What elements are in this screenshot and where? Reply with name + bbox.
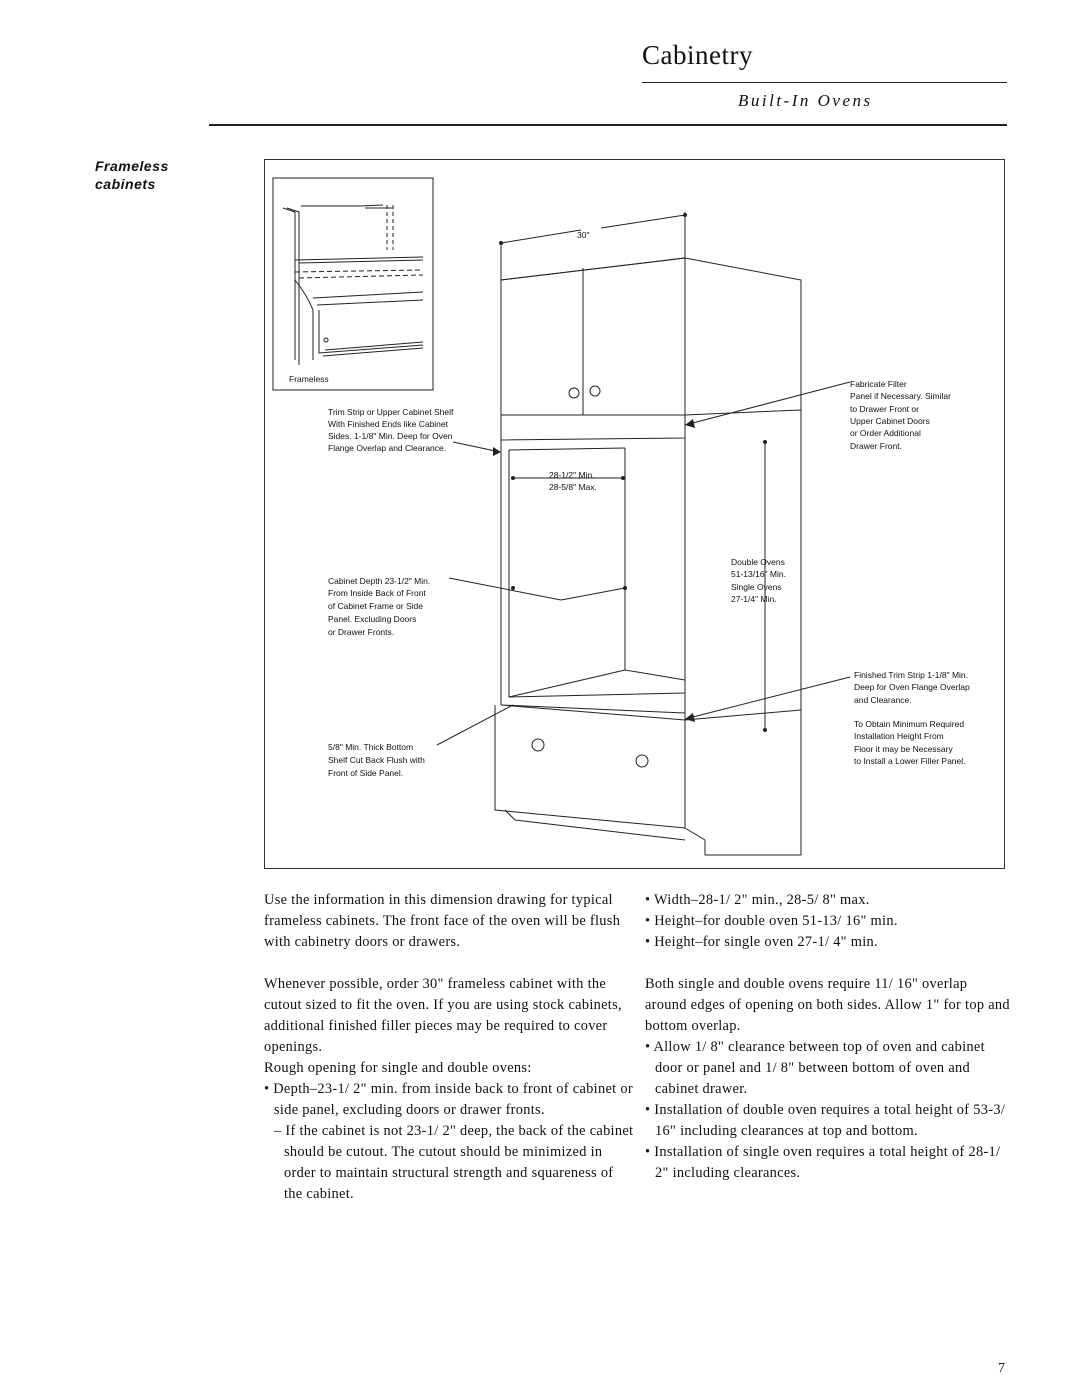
filler-line2: Panel if Necessary. Similar [850,391,951,401]
finished-trim-line1: Finished Trim Strip 1-1/8" Min. [854,670,969,680]
trim-strip-line4: Flange Overlap and Clearance. [328,443,447,453]
section-label-line2: cabinets [95,176,156,192]
page-subtitle: Built-In Ovens [738,91,873,110]
diagram-svg [265,160,1006,870]
cabinet-depth-line4: Panel. Excluding Doors [328,614,417,624]
width-bullet: • Width–28-1/ 2" min., 28-5/ 8" max. [645,892,870,908]
intro-paragraph: Use the information in this dimension drawing for typical frameless cabinets. The front face of the oven will be flush with cabinetry doors or drawers. [264,892,621,950]
cutout-note: – If the cabinet is not 23-1/ 2" deep, the back of the cabinet should be cutout. The cutout should be minimized in order to maintain structural strength and squareness of the cabinet. [274,1123,634,1202]
cabinet-depth-line3: of Cabinet Frame or Side [328,601,423,611]
cabinet-depth-line1: Cabinet Depth 23-1/2" Min. [328,576,431,586]
page-number: 7 [998,1361,1005,1376]
bottom-shelf-line3: Front of Side Panel. [328,768,404,778]
heights-single-label: Single Ovens [731,582,782,592]
double-total-bullet: • Installation of double oven requires a total height of 53-3/ 16" including clearances at top and bottom. [645,1102,1006,1139]
bottom-shelf-line2: Shelf Cut Back Flush with [328,755,425,765]
left-column [264,890,634,1205]
cabinet-depth-line2: From Inside Back of Front [328,588,426,598]
opening-width-min: 28-1/2" Min. [549,470,595,480]
filler-line4: Upper Cabinet Doors [850,416,930,426]
trim-strip-line2: With Finished Ends like Cabinet [328,419,449,429]
right-column [645,890,1010,1184]
section-label [95,157,169,193]
install-height-line1: To Obtain Minimum Required [854,719,965,729]
finished-trim-line3: and Clearance. [854,695,912,705]
page-title: Cabinetry [642,40,753,70]
heights-double-label: Double Ovens [731,557,785,567]
rough-opening-paragraph: Rough opening for single and double ovens: [264,1060,532,1076]
cabinet-depth-line5: or Drawer Fronts. [328,627,395,637]
inset-cabinet-sketch [283,205,423,365]
trim-strip-line1: Trim Strip or Upper Cabinet Shelf [328,407,454,417]
heights-double-value: 51-13/16" Min. [731,569,786,579]
heights-single-value: 27-1/4" Min. [731,594,777,604]
width-dim-label: 30" [577,230,590,240]
install-height-line3: Floor it may be Necessary [854,744,953,754]
install-height-line4: to Install a Lower Filler Panel. [854,756,966,766]
filler-line6: Drawer Front. [850,441,902,451]
order-paragraph: Whenever possible, order 30" frameless cabinet with the cutout sized to fit the oven. If you are using stock cabinets, additional finished filler pieces may be required to cover openings. [264,976,622,1055]
double-height-bullet: • Height–for double oven 51-13/ 16" min. [645,913,898,929]
single-height-bullet: • Height–for single oven 27-1/ 4" min. [645,934,878,950]
filler-line1: Fabricate Filter [850,379,907,389]
bottom-shelf-line1: 5/8" Min. Thick Bottom [328,742,414,752]
finished-trim-line2: Deep for Oven Flange Overlap [854,682,970,692]
section-label-line1: Frameless [95,158,169,174]
cabinet-dimension-diagram [264,159,1005,869]
title-rule [642,82,1007,83]
clearance-bullet: • Allow 1/ 8" clearance between top of oven and cabinet door or panel and 1/ 8" between bottom of oven and cabinet drawer. [645,1039,985,1097]
overlap-paragraph: Both single and double ovens require 11/ 16" overlap around edges of opening on both sides. Allow 1" for top and bottom overlap. [645,976,1010,1034]
inset-box [273,178,433,390]
single-total-bullet: • Installation of single oven requires a total height of 28-1/ 2" including clearances. [645,1144,1001,1181]
trim-strip-line3: Sides. 1-1/8" Min. Deep for Oven [328,431,453,441]
inset-caption: Frameless [289,374,329,384]
header-rule [209,124,1007,126]
install-height-line2: Installation Height From [854,731,944,741]
opening-width-max: 28-5/8" Max. [549,482,597,492]
filler-line3: to Drawer Front or [850,404,919,414]
depth-bullet: • Depth–23-1/ 2" min. from inside back to front of cabinet or side panel, excluding doors or drawer fronts. [264,1081,633,1118]
filler-line5: or Order Additional [850,428,921,438]
